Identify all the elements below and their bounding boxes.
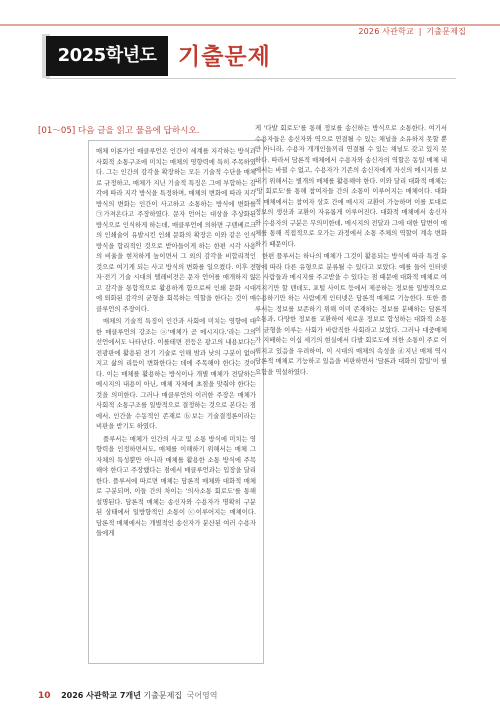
book-suffix: 기출문제집 <box>143 691 183 700</box>
page-number: 10 <box>38 691 51 701</box>
passage-paragraph: 매체의 기술적 특징이 인간과 사회에 미치는 영향에 대한 매클루언의 강조는 ⓐ'매체가 곧 메시지다.'라는 그의 선언에서도 나타난다. 이를테면 전등은 광고의 내용보다는 전광판에 활용된 전기 기술로 인해 밤과 낮의 구분이 없어지고 삶의 리듬이 변화한다는 데에 주목해야 한다는 것이다. 이는 매체를 활용하는 방식이나 개별 매체가 전달하는 메시지의 내용이 아닌, 매체 자체에 초점을 맞춰야 한다는 것을 의미한다. 그러나 매클루언의 이러한 주장은 매체가 사회적 소통구조를 일방적으로 결정하는 것으로 본다는 점에서, 인간을 수동적인 존재로 ⓑ보는 기술결정론이라는 비판을 받기도 하였다. <box>96 318 256 430</box>
running-title-right: 기출문제집 <box>426 27 466 36</box>
passage-paragraph: 매체 이론가인 매클루언은 인간이 세계를 지각하는 방식과 사회적 소통구조에 미치는 매체의 영향력에 특히 주목하였다. 그는 인간의 감각을 확장하는 모든 기술적 수단을 매체로 규정하고, 매체가 지닌 기술적 특징은 그에 부합하는 감각에 따라 지각 방식을 특정하며, 매체의 변화에 따라 지각 방식의 변화는 인간이 사고하고 소통하는 방식에 변화를 ㉠가져온다고 주장하였다. 문자 언어는 대상을 추상화된 방식으로 인식하게 하는데, 매클루언에 의하면 구텐베르크의 인쇄술이 유발시킨 인쇄 문화의 확장은 이와 같은 인식 방식을 합리적인 것으로 받아들이게 하는 한편 시각 사용의 비율을 현저하게 높이면서 그 외의 감각을 비합리적인 것으로 여기게 되는 사고 방식의 변화를 일으켰다. 이후 전자·전기 기술 시대의 텔레비전은 문자 언어를 매개하지 않고 감각을 통합적으로 활용하게 함으로써 인쇄 문화 시대에 퇴화된 감각의 균형을 회복하는 역할을 한다는 것이 매클루언의 주장이다. <box>96 148 256 313</box>
question-directions: [01～05] 다음 글을 읽고 물음에 답하시오. <box>38 126 200 136</box>
running-title-left: 2026 사관학교 <box>358 27 414 36</box>
book-title: 2026 사관학교 7개년 <box>61 691 141 700</box>
passage-paragraph: 한편 플루서는 하나의 매체가 그것이 활용되는 방식에 따라 특정 유형에 따라 다른 유형으로 분류될 수 있다고 보았다. 예를 들어 인터넷은 사람들과 메시지를 주고받을 수 있다는 점 때문에 대화적 매체로 여겨지기만 할 텐데도, 포털 사이트 등에서 제공하는 정보를 일방적으로 수용하기만 하는 사람에게 인터넷은 담론적 매체로 기능한다. 또한 플루서는 정보를 보존하기 위해 이미 존재하는 정보를 분배하는 담론적 소통과, 다양한 정보를 교환하여 새로운 정보로 합성하는 대화적 소통이 균형을 이루는 사회가 바람직한 사회라고 보았다. 그러나 대중매체가 지배하는 이십 세기의 현실에서 다발 회로도에 의한 소통이 주로 이뤄지고 있음을 우려하여, 이 시대의 매체의 속성을 ⓓ지닌 매체 역시 담론적 매체로 기능하고 있음을 비판하면서 '담론과 대화의 합일'이 필요함을 역설하였다. <box>255 253 447 376</box>
page-footer <box>38 690 218 701</box>
title-rule <box>46 78 456 79</box>
subject-label: 국어영역 <box>186 691 218 700</box>
passage-paragraph: 게 '다발 회로도'를 통해 정보를 송신하는 방식으로 소통한다. 여기서 수용자들은 송신자와 역으로 연결될 수 있는 채널을 소유하지 못할 뿐만 아니라, 수용자 개개인들끼리 연결될 수 있는 채널도 갖고 있지 못하다. 따라서 담론적 매체에서 수용자와 송신자의 역할은 동일 매체 내에서는 바뀔 수 없고, 수용자가 기존의 송신자에게 자신의 메시지를 보내기 위해서는 별개의 매체를 활용해야 한다. 이와 달리 대화적 매체는 '망 회로도'를 통해 참여자들 간의 소통이 이루어지는 매체이다. 대화적 매체에서는 참여자 상호 간에 메시지 교환이 가능하며 이를 토대로 정보의 생산과 교환이 자유롭게 이루어진다. 대화적 매체에서 송신자와 수용자의 구분은 무의미한데, 메시지의 전달과 그에 대한 답변이 매체를 통해 직접적으로 오가는 과정에서 소통 주체의 역할이 계속 변화하기 때문이다. <box>255 125 447 248</box>
header-separator: | <box>418 27 422 36</box>
running-header <box>358 26 466 37</box>
section-title: 기출문제 <box>178 44 271 70</box>
passage-right-column <box>255 124 447 654</box>
passage-left-column <box>88 140 264 664</box>
year-tab: 2025학년도 <box>46 36 168 76</box>
passage-paragraph: 플루서는 매체가 인간의 사고 및 소통 방식에 미치는 영향력을 인정하면서도, 매체를 이해하기 위해서는 매체 그 자체의 특성뿐만 아니라 매체를 활용한 소통 방식에 주목해야 한다고 주장했다는 점에서 매클루언과는 입장을 달리한다. 플루서에 따르면 매체는 담론적 매체와 대화적 매체로 구분되며, 이들 간의 차이는 '의사소통 회로도'를 통해 설명된다. 담론적 매체는 송신자와 수용자가 명확히 구분된 상태에서 일방향적인 소통이 ⓒ이루어지는 매체이다. 담론적 매체에서는 개별적인 송신자가 분산된 여러 수용자들에게 <box>96 435 256 537</box>
